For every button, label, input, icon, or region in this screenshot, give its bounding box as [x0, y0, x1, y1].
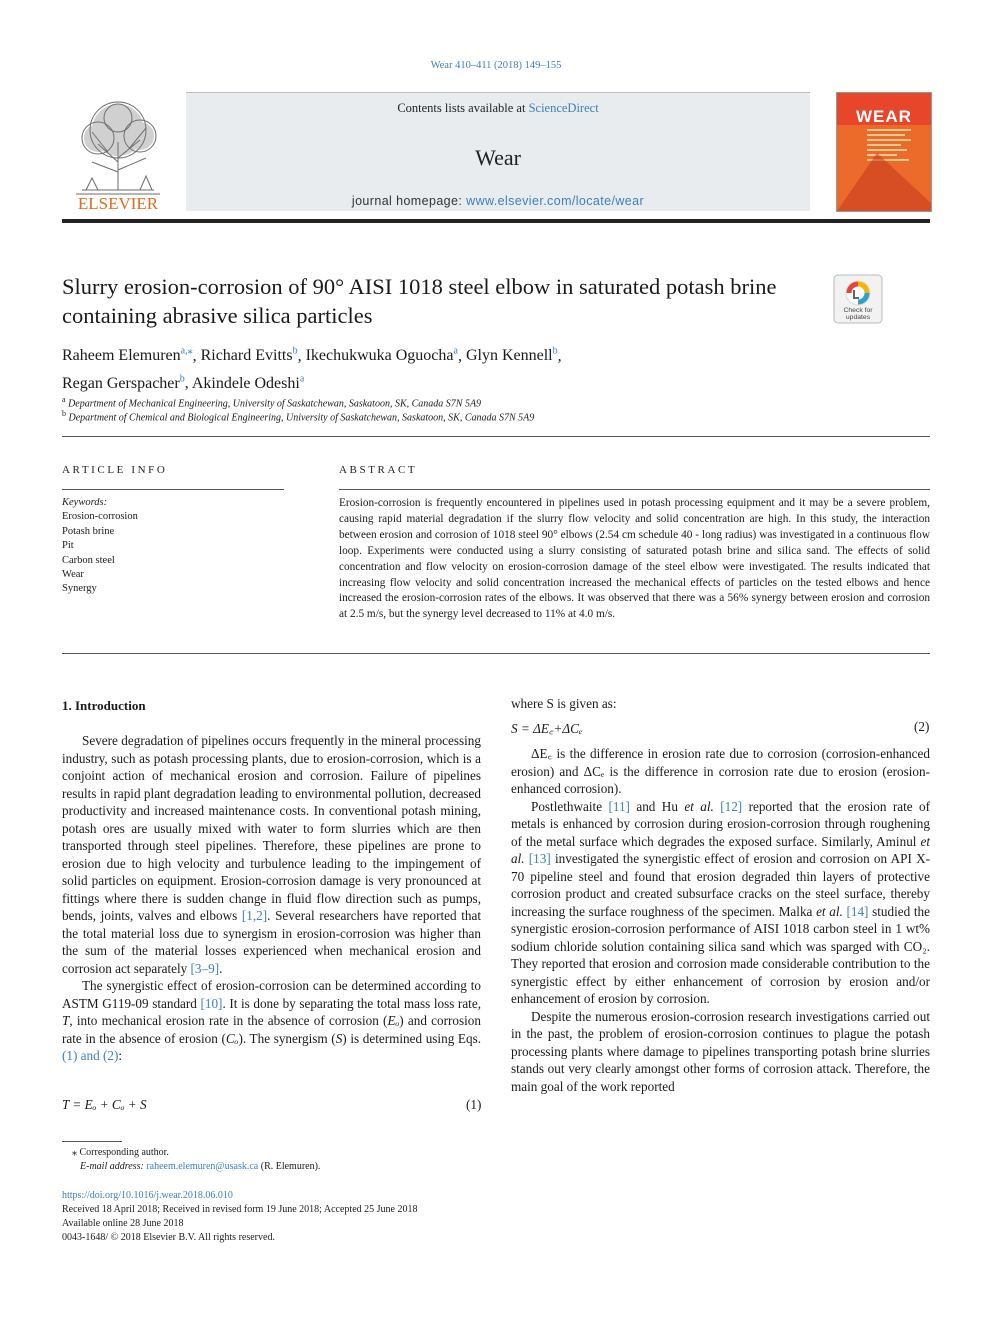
equation-1-number: (1): [466, 1097, 482, 1112]
divider: [62, 436, 930, 437]
footnote-rule: [62, 1141, 122, 1142]
author[interactable]: Akindele Odeshi$^a$: [191, 373, 305, 392]
journal-name: Wear: [475, 145, 521, 170]
author[interactable]: Ikechukwuka Oguocha$^a$: [305, 346, 458, 365]
intro-left-column: [62, 732, 481, 1065]
equation-link[interactable]: (1) and (2): [62, 1048, 119, 1063]
paragraph: The synergistic effect of erosion-corrosion can be determined according to ASTM G119-09 standard [10]. It is done by separating the total mass loss rate, T, into mechanical erosion rate in the absence of corrosion (Eₒ) and corrosion rate in the absence of erosion (Cₒ). The synergism (S) is determined using Eqs. (1) and (2):: [62, 978, 482, 1063]
citation-link[interactable]: [10]: [200, 995, 223, 1011]
author[interactable]: Regan Gerspacher$^b$: [62, 373, 185, 392]
where-line: where S is given as:: [511, 696, 617, 711]
paragraph: Postlethwaite [11] and Hu et al. [12] reported that the erosion rate of metals is enhanced by corrosion during erosion-corrosion through roughening of the metal surface which degrades the exposed surface. Similarly, Aminul et al. [13] investigated the synergistic effect of erosion and corrosion on API X-70 pipeline steel and found that erosion degraded thin layers of protective corrosion product and created subsurface cracks on the steel surface, thereby increasing the surface roughness of the specimen. Malka et al. [14] studied the synergistic erosion-corrosion performance of AISI 1018 carbon steel in 1 wt% sodium chloride solution containing silica sand which was sparged with CO₂. They reported that erosion and corrosion made considerable contribution to the synergistic effect by either enhancement of corrosion by erosion and/or enhancement of erosion by corrosion.: [511, 798, 930, 1006]
paragraph: Severe degradation of pipelines occurs frequently in the mineral processing industry, such as potash processing plants, due to erosion-corrosion, which is a conjoint action of mechanical erosion and corrosion. Failure of pipelines results in rapid plant degradation leading to environmental pollution, decreased productivity and increased maintenance costs. In conventional potash mining, potash ores are usually mixed with water to form slurries which are then transported through steel pipelines. Therefore, these pipelines are prone to erosion due to high velocity and turbulence leading to the impingement of solid particles on equipment. Erosion-corrosion damage is very pronounced at fittings where there is sudden change in fluid flow direction such as pumps, bends, joints, valves and elbows [1,2]. Several researchers have reported that the total material loss due to synergism in erosion-corrosion was higher than the sum of the material losses experienced when mechanical erosion and corrosion act separately [3–9].: [62, 733, 482, 976]
abstract-text: Erosion-corrosion is frequently encountered in pipelines used in potash processing equipment and it may be a severe problem, causing rapid material degradation if the slurry flow velocity and solid concentration are high. In this study, the interaction between erosion and corrosion of 1018 steel 90° elbows (2.54 cm schedule 40 - long radius) was investigated in a continuous flow loop. Experiments were conducted using a slurry consisting of saturated potash brine and silica sand. The effects of solid concentration and flow velocity on erosion-corrosion damage of the steel elbow were investigated. The results indicated that increasing flow velocity and solid concentration increased the mechanical effects of particles on the tested elbows and hence increased the erosion-corrosion rates of the elbows. It was observed that there was a 56% synergy between erosion and corrosion at 2.5 m/s, but the synergy level decreased to 11% at 4.0 m/s.: [339, 497, 930, 621]
copyright: 0043-1648/ © 2018 Elsevier B.V. All rights reserved.: [62, 1232, 275, 1243]
keywords-box: [62, 496, 284, 597]
citation-link[interactable]: [14]: [842, 903, 869, 919]
citation-link[interactable]: [12]: [713, 798, 743, 814]
author[interactable]: Richard Evitts$^b$: [200, 346, 298, 365]
doi-link[interactable]: https://doi.org/10.1016/j.wear.2018.06.010: [62, 1190, 233, 1201]
svg-text:updates: updates: [845, 314, 871, 321]
keyword: Pit: [62, 540, 74, 552]
sciencedirect-link[interactable]: ScienceDirect: [528, 101, 599, 115]
divider: [62, 653, 930, 654]
received-dates: Received 18 April 2018; Received in revised form 19 June 2018; Accepted 25 June 2018: [62, 1204, 418, 1215]
affiliation-b: $^b$ Department of Chemical and Biological Engineering, University of Saskatchewan, Saskatoon, SK, Canada S7N 5A9: [62, 409, 535, 424]
corresponding-author-note: ⁎ Corresponding author.: [72, 1147, 169, 1158]
keyword: Potash brine: [62, 525, 115, 537]
email-link[interactable]: raheem.elemuren@usask.ca: [146, 1161, 259, 1172]
publisher-wordmark: ELSEVIER: [77, 194, 159, 212]
keyword: Wear: [62, 569, 84, 581]
paragraph: Despite the numerous erosion-corrosion research investigations carried out in the past, the problem of erosion-corrosion continues to plague the potash processing plants where damage to pipelines transporting potash brine slurries stands out very clearly amongst other forms of corrosion attack. Therefore, the main goal of the work reported: [511, 1008, 930, 1094]
citation-link[interactable]: [3–9]: [190, 960, 220, 976]
keyword: Erosion-corrosion: [62, 511, 138, 523]
affiliation-a: $^a$ Department of Mechanical Engineering, University of Saskatchewan, Saskatoon, SK, Canada S7N 5A9: [62, 395, 482, 410]
header-rule: [62, 219, 930, 223]
journal-cover-thumbnail[interactable]: [836, 92, 932, 212]
keyword: Carbon steel: [62, 554, 115, 566]
check-updates-icon: [833, 274, 883, 324]
available-online: Available online 28 June 2018: [62, 1218, 184, 1229]
divider: [339, 489, 930, 490]
elsevier-tree-icon: [62, 92, 174, 212]
article-info-heading: ARTICLE INFO: [62, 464, 168, 476]
journal-header: [62, 92, 930, 218]
cover-title: WEAR: [856, 107, 912, 126]
intro-right-column: [511, 745, 930, 1095]
equation-2-number: (2): [914, 719, 930, 734]
journal-banner: [186, 92, 810, 211]
abstract-heading: ABSTRACT: [339, 464, 418, 476]
journal-citation[interactable]: Wear 410–411 (2018) 149–155: [430, 60, 562, 71]
keyword: Synergy: [62, 583, 97, 595]
check-for-updates-badge[interactable]: [833, 274, 883, 324]
equation-2: S = ΔE꜀+ΔCₑ: [511, 721, 583, 736]
doi-line: [62, 1189, 502, 1203]
section-heading-introduction: 1. Introduction: [62, 698, 146, 713]
author[interactable]: Raheem Elemuren$^{a,⁎}$: [62, 346, 193, 365]
homepage-prefix: journal homepage:: [351, 194, 467, 208]
elsevier-logo[interactable]: [62, 92, 174, 212]
homepage-link[interactable]: www.elsevier.com/locate/wear: [466, 194, 645, 208]
citation-link[interactable]: [11]: [608, 798, 630, 814]
divider: [62, 489, 284, 490]
author[interactable]: Glyn Kennell$^b$: [465, 346, 558, 365]
citation-link[interactable]: [1,2]: [241, 908, 268, 923]
paragraph: ΔE꜀ is the difference in erosion rate due to corrosion (corrosion-enhanced erosion) and ΔCₑ is the difference in corrosion rate due to erosion (erosion-enhanced corrosion).: [511, 746, 930, 796]
svg-text:Check for: Check for: [843, 307, 873, 314]
keywords-label: Keywords:: [62, 497, 108, 508]
contents-line: [186, 101, 810, 116]
article-title: Slurry erosion-corrosion of 90° AISI 1018 steel elbow in saturated potash brine containing abrasive silica particles: [62, 274, 777, 328]
contents-prefix: Contents lists available at: [397, 101, 529, 115]
email-note: E-mail address: raheem.elemuren@usask.ca (R. Elemuren).: [80, 1161, 321, 1172]
journal-homepage: [186, 194, 810, 208]
citation-link[interactable]: [13]: [524, 851, 551, 866]
equation-1: T = Eₒ + Cₒ + S: [62, 1097, 147, 1112]
author-list: Raheem Elemuren$^{a,⁎}$, Richard Evitts$^b$, Ikechukwuka Oguocha$^a$, Glyn Kennell$^b$, Regan Gerspacher$^b$, Akindele Odeshi$^a$: [62, 346, 562, 392]
